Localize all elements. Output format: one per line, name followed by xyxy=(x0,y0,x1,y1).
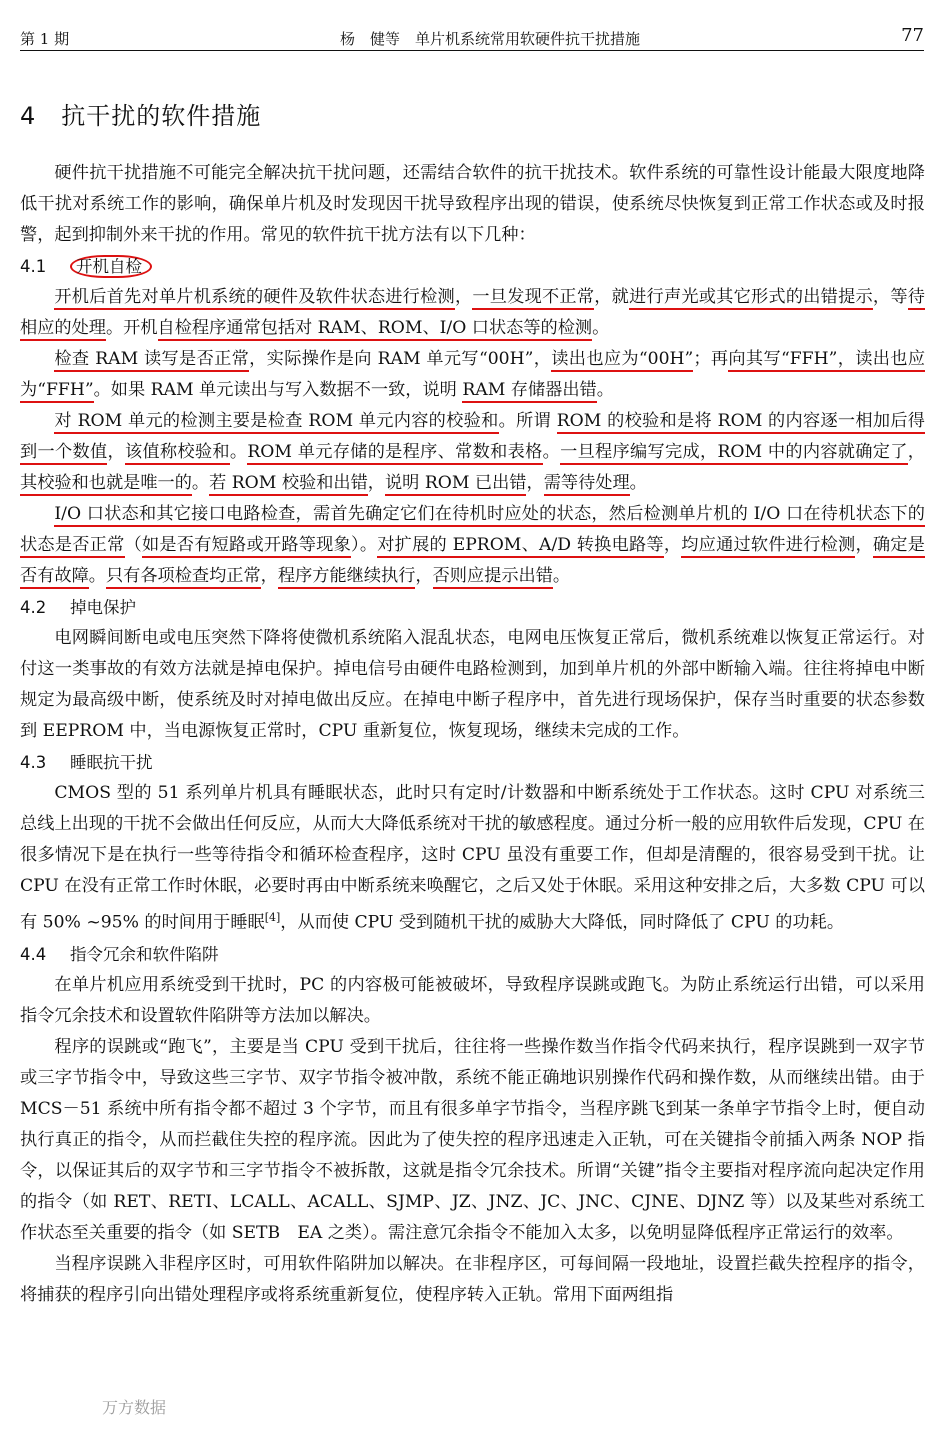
subsection-4-1-heading xyxy=(20,251,925,282)
paragraph-text: 。如果 RAM 单元读出与写入数据不一致，说明 xyxy=(93,380,463,400)
underlined-annotation: 如是否有短路或开路等现象 xyxy=(142,535,351,558)
underlined-annotation: I/O 口状态和其它接口电路检查，需首先确定它们在待机时应处的状态，然后检测单片机的 I/O 口在待机状态下的状态是否正常 xyxy=(20,504,925,558)
section-title: 4 抗干扰的软件措施 xyxy=(20,102,262,130)
paragraph-text: 。 xyxy=(191,473,210,493)
paragraph-text: 。所谓 xyxy=(498,411,557,431)
paragraph-text: 。 xyxy=(592,318,610,338)
subsection-4-3-heading xyxy=(20,747,925,778)
section-intro: 硬件抗干扰措施不可能完全解决抗干扰问题，还需结合软件的抗干扰技术。软件系统的可靠性设计能最大限度地降低干扰对系统工作的影响，确保单片机及时发现因干扰导致程序出现的错误，使系统尽快恢复到正常工作状态或及时报警，起到抑制外来干扰的作用。常见的软件抗干扰方法有以下几种： xyxy=(20,163,925,245)
paragraph-text: ， xyxy=(907,442,925,462)
paragraph-4-3-1 xyxy=(20,778,925,939)
paragraph-text: ， xyxy=(454,287,473,307)
paragraph-text: 。 xyxy=(542,442,561,462)
paragraph-text: 。 xyxy=(629,473,647,493)
page-number: 77 xyxy=(901,25,924,46)
running-header xyxy=(20,25,924,51)
paragraph-4-1-2 xyxy=(20,344,925,406)
underlined-annotation: RAM 存储器出错 xyxy=(462,380,596,403)
paragraph-4-1-1 xyxy=(20,282,925,344)
underlined-annotation: 自检程序通常包括对 RAM、ROM、I/O 口状态等的检测 xyxy=(158,318,593,341)
paragraph-4-1-4 xyxy=(20,499,925,592)
paragraph-text: 。 xyxy=(229,442,248,462)
underlined-annotation: 程序方能继续执行 xyxy=(278,566,416,589)
underlined-annotation: 否则应提示出错 xyxy=(433,566,553,589)
reference-citation: [4] xyxy=(264,911,281,924)
subsection-title: 睡眠抗干扰 xyxy=(70,753,153,772)
underlined-annotation: 待相应的处理 xyxy=(20,287,925,341)
underlined-annotation: 其校验和也就是唯一的 xyxy=(20,473,192,496)
paragraph-4-4-3: 当程序误跳入非程序区时，可用软件陷阱加以解决。在非程序区，可每间隔一段地址，设置拦截失控程序的指令，将捕获的程序引向出错处理程序或将系统重新复位，使程序转入正轨。常用下面两组指 xyxy=(20,1253,925,1305)
article-body xyxy=(20,158,925,1311)
underlined-annotation: 一旦发现不正常 xyxy=(472,287,594,310)
paragraph-4-2-1: 电网瞬间断电或电压突然下降将使微机系统陷入混乱状态，电网电压恢复正常后，微机系统难以恢复正常运行。对付这一类事故的有效方法就是掉电保护。掉电信号由硬件电路检测到，加到单片机的外部中断输入端。往往将掉电中断规定为最高级中断，使系统及时对掉电做出反应。在掉电中断子程序中，首先进行现场保护，保存当时重要的状态参数到 EEPROM 中，当电源恢复正常时，CPU 重新复位，恢复现场，继续未完成的工作。 xyxy=(20,628,925,741)
subsection-number: 4.4 xyxy=(20,944,47,964)
paragraph-text: ， xyxy=(367,473,385,493)
underlined-annotation: 读出也应为“00H” xyxy=(551,349,693,372)
paragraph-text: ，实际操作是向 RAM 单元写“00H”， xyxy=(249,349,552,369)
paragraph-4-1-3 xyxy=(20,406,925,499)
paragraph-text: ；再 xyxy=(693,349,729,369)
paragraph-text: ，就 xyxy=(594,287,630,307)
subsection-title: 指令冗余和软件陷阱 xyxy=(70,944,219,964)
underlined-annotation: 若 ROM 校验和出错 xyxy=(209,473,368,496)
underlined-annotation: 一旦程序编写完成，ROM 中的内容就确定了 xyxy=(560,442,908,465)
paragraph-text: ，从而使 CPU 受到随机干扰的威胁大大降低，同时降低了 CPU 的功耗。 xyxy=(280,912,845,933)
underlined-annotation: 需等待处理 xyxy=(544,473,630,496)
paragraph-text: CMOS 型的 51 系列单片机具有睡眠状态，此时只有定时/计数器和中断系统处于工作状态。这时 CPU 对系统三总线上出现的干扰不会做出任何反应，从而大大降低系统对干扰的敏感程度。通过分析一般的应用软件后发现，CPU 在很多情况下是在执行一些等待指令和循环检查程序，这时 CPU 虽没有重要工作，但却是清醒的，很容易受到干扰。让 CPU 在没有正常工作时休眠，必要时再由中断系统来唤醒它，之后又处于休眠。采用这种安排之后，大多数 CPU 可以有 50% ~95% 的时间用于睡眠 xyxy=(20,783,925,933)
underlined-annotation: 检查 RAM 读写是否正常 xyxy=(54,349,249,372)
paragraph-text: 。开机 xyxy=(105,318,158,338)
underlined-annotation: 说明 ROM 已出错 xyxy=(385,473,527,496)
subsection-title: 掉电保护 xyxy=(70,598,136,617)
subsection-title-circled: 开机自检 xyxy=(70,255,152,278)
subsection-number: 4.1 xyxy=(20,257,47,276)
underlined-annotation: ROM 的校验和是将 ROM 的内容逐一相加后得到一个数值 xyxy=(20,411,925,465)
paragraph-text: 。 xyxy=(552,566,571,586)
paragraph-text: （ xyxy=(124,535,142,555)
underlined-annotation: 只有各项检查均正常 xyxy=(106,566,261,589)
paragraph-text: ， xyxy=(260,566,278,586)
underlined-annotation: 对扩展的 EPROM、A/D 转换电路等 xyxy=(377,535,664,558)
subsection-number: 4.2 xyxy=(20,598,47,617)
watermark: 万方数据 xyxy=(102,1398,167,1417)
paragraph-text: ， xyxy=(526,473,544,493)
paragraph-text: ）。 xyxy=(351,535,378,555)
issue-label: 第 1 期 xyxy=(20,30,70,48)
underlined-annotation: 确定是否有故障 xyxy=(20,535,925,589)
paragraph-text: ，等 xyxy=(872,287,908,307)
underlined-annotation: 该值称校验和 xyxy=(125,442,230,465)
paragraph-4-4-1: 在单片机应用系统受到干扰时，PC 的内容极可能被破坏，导致程序误跳或跑飞。为防止系统运行出错，可以采用指令冗余技术和设置软件陷阱等方法加以解决。 xyxy=(20,974,925,1026)
paragraph-text: ， xyxy=(663,535,682,555)
underlined-annotation: ROM 单元存储的是程序、常数和表格 xyxy=(247,442,542,465)
subsection-4-2-heading xyxy=(20,592,925,623)
paragraph-text: 。 xyxy=(88,566,106,586)
paragraph-text: ， xyxy=(415,566,433,586)
underlined-annotation: 向其写“FFH”，读出也应为“FFH” xyxy=(20,349,925,403)
paragraph-4-4-2: 程序的误跳或“跑飞”，主要是当 CPU 受到干扰后，往往将一些操作数当作指令代码来执行，程序误跳到一双字节或三字节指令中，导致这些三字节、双字节指令被冲散，系统不能正确地识别操作代码和操作数，从而继续出错。由于 MCS－51 系统中所有指令都不超过 3 个字节，而且有很多单字节指令，当程序跳飞到某一条单字节指令上时，便自动执行真正的指令，从而拦截住失控的程序流。因此为了使失控的程序迅速走入正轨，可在关键指令前插入两条 NOP 指令，以保证其后的双字节和三字节指令不被拆散，这就是指令冗余技术。所谓“关键”指令主要指对程序流向起决定作用的指令（如 RET、RETI、LCALL、ACALL、SJMP、JZ、JNZ、JC、JNC、CJNE、DJNZ 等）以及某些对系统工作状态至关重要的指令（如 SETB EA 之类）。需注意冗余指令不能加入太多，以免明显降低程序正常运行的效率。 xyxy=(20,1036,925,1243)
underlined-annotation: 均应通过软件进行检测 xyxy=(681,535,855,558)
paragraph-text: ， xyxy=(855,535,873,555)
underlined-annotation: 开机后首先对单片机系统的硬件及软件状态进行检测 xyxy=(54,287,455,310)
paragraph-text: 。 xyxy=(596,380,614,400)
running-title: 杨 健等 单片机系统常用软硬件抗干扰措施 xyxy=(340,30,641,48)
underlined-annotation: 对 ROM 单元的检测主要是检查 ROM 单元内容的校验和 xyxy=(54,411,498,434)
subsection-4-4-heading xyxy=(20,939,925,970)
subsection-number: 4.3 xyxy=(20,753,47,772)
paragraph-text: ， xyxy=(107,442,125,462)
underlined-annotation: 进行声光或其它形式的出错提示 xyxy=(629,287,873,310)
